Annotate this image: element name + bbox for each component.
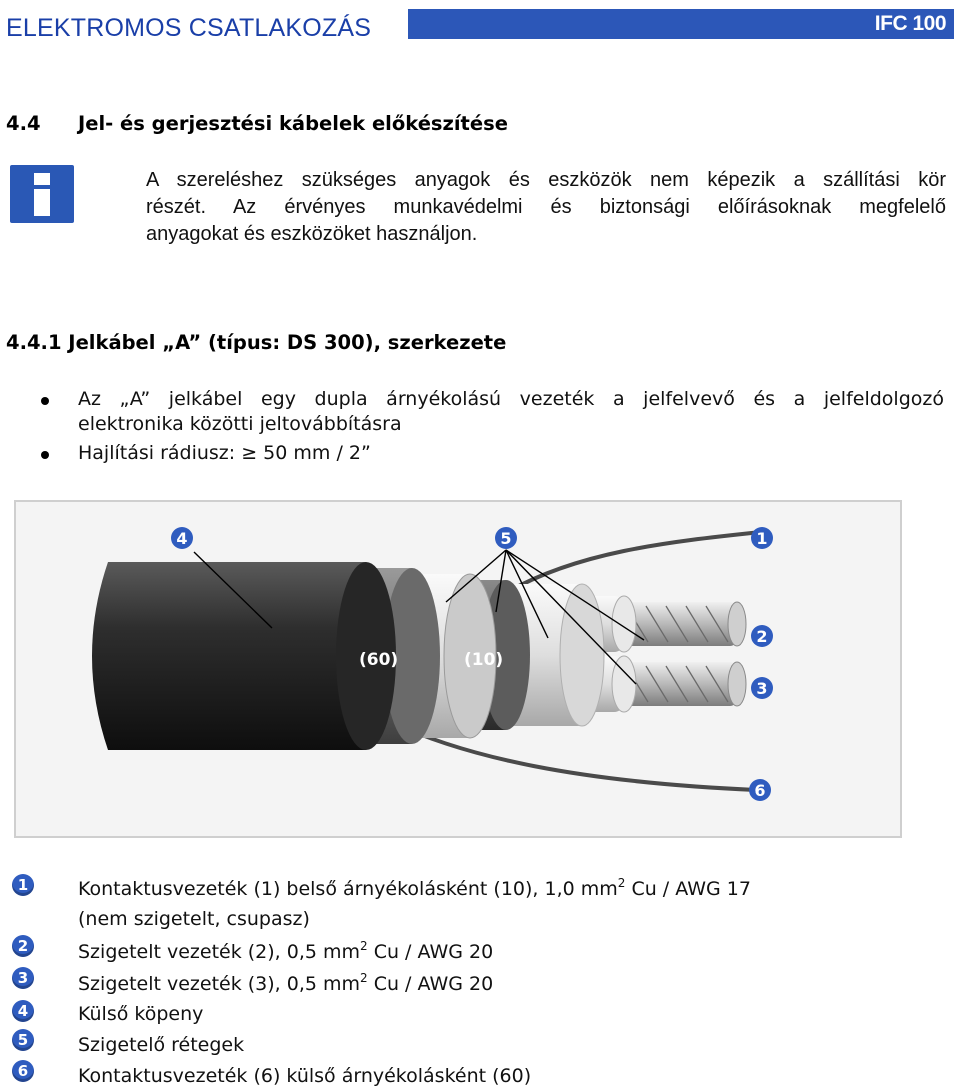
bullet-item-1-line-1: Az „A” jelkábel egy dupla árnyékolású vezeték a jelfelvevő és a jelfeldolgozó bbox=[78, 388, 944, 410]
legend-number-1-icon: 1 bbox=[12, 874, 34, 896]
header-product-bar bbox=[408, 9, 954, 39]
legend-item-6: Kontaktusvezeték (6) külső árnyékolásként (60) bbox=[78, 1065, 532, 1087]
product-name: IFC 100 bbox=[874, 12, 946, 35]
marker-4 bbox=[171, 527, 193, 549]
legend-item-1-line-2: (nem szigetelt, csupasz) bbox=[78, 908, 310, 930]
legend-item-5: Szigetelő rétegek bbox=[78, 1034, 245, 1056]
info-line-1: A szereléshez szükséges anyagok és eszközök nem képezik a szállítási kör bbox=[146, 169, 946, 191]
section-number: 4.4 bbox=[6, 112, 41, 135]
svg-text:6: 6 bbox=[754, 781, 766, 800]
cable-figure bbox=[14, 500, 902, 838]
info-line-2: részét. Az érvényes munkavédelmi és biztonsági előírásoknak megfelelő bbox=[146, 196, 946, 218]
svg-text:4: 4 bbox=[176, 529, 188, 548]
bullet-dot bbox=[41, 451, 49, 459]
bullet-item-1-line-2: elektronika közötti jeltovábbításra bbox=[78, 413, 402, 435]
section-title: Jel- és gerjesztési kábelek előkészítése bbox=[78, 112, 508, 135]
legend-number-6-icon: 6 bbox=[12, 1060, 34, 1082]
bullet-dot bbox=[41, 397, 49, 405]
svg-text:1: 1 bbox=[756, 529, 768, 548]
bullet-item-1 bbox=[78, 387, 944, 437]
svg-text:3: 3 bbox=[756, 679, 768, 698]
legend-number-3-icon: 3 bbox=[12, 967, 34, 989]
info-icon bbox=[10, 165, 74, 223]
marker-1 bbox=[751, 527, 773, 549]
header-title: ELEKTROMOS CSATLAKOZÁS bbox=[6, 14, 372, 42]
svg-text:2: 2 bbox=[756, 627, 768, 646]
legend-item-1: Kontaktusvezeték (1) belső árnyékolásként (10), 1,0 $mm^2$ Cu / AWG 17 bbox=[78, 876, 751, 900]
legend-item-4: Külső köpeny bbox=[78, 1003, 204, 1025]
legend-number-2-icon: 2 bbox=[12, 935, 34, 957]
info-note bbox=[146, 167, 946, 248]
subsection-heading: 4.4.1 Jelkábel „A” (típus: DS 300), szerkezete bbox=[6, 331, 507, 354]
marker-6 bbox=[749, 779, 771, 801]
cable-illustration bbox=[16, 502, 900, 836]
label-outer-shield: (60) bbox=[359, 650, 399, 670]
section-heading bbox=[6, 112, 508, 135]
marker-3 bbox=[751, 677, 773, 699]
marker-5 bbox=[495, 527, 517, 549]
info-line-3: anyagokat és eszközöket használjon. bbox=[146, 223, 478, 245]
legend-item-2: Szigetelt vezeték (2), 0,5 $mm^2$ Cu / AWG 20 bbox=[78, 939, 494, 963]
marker-2 bbox=[751, 625, 773, 647]
svg-text:5: 5 bbox=[500, 529, 512, 548]
legend-number-5-icon: 5 bbox=[12, 1029, 34, 1051]
legend-item-3: Szigetelt vezeték (3), 0,5 $mm^2$ Cu / AWG 20 bbox=[78, 971, 494, 995]
legend-number-4-icon: 4 bbox=[12, 1000, 34, 1022]
bullet-item-2: Hajlítási rádiusz: ≥ 50 mm / 2” bbox=[78, 442, 371, 464]
label-inner-shield: (10) bbox=[464, 650, 504, 670]
